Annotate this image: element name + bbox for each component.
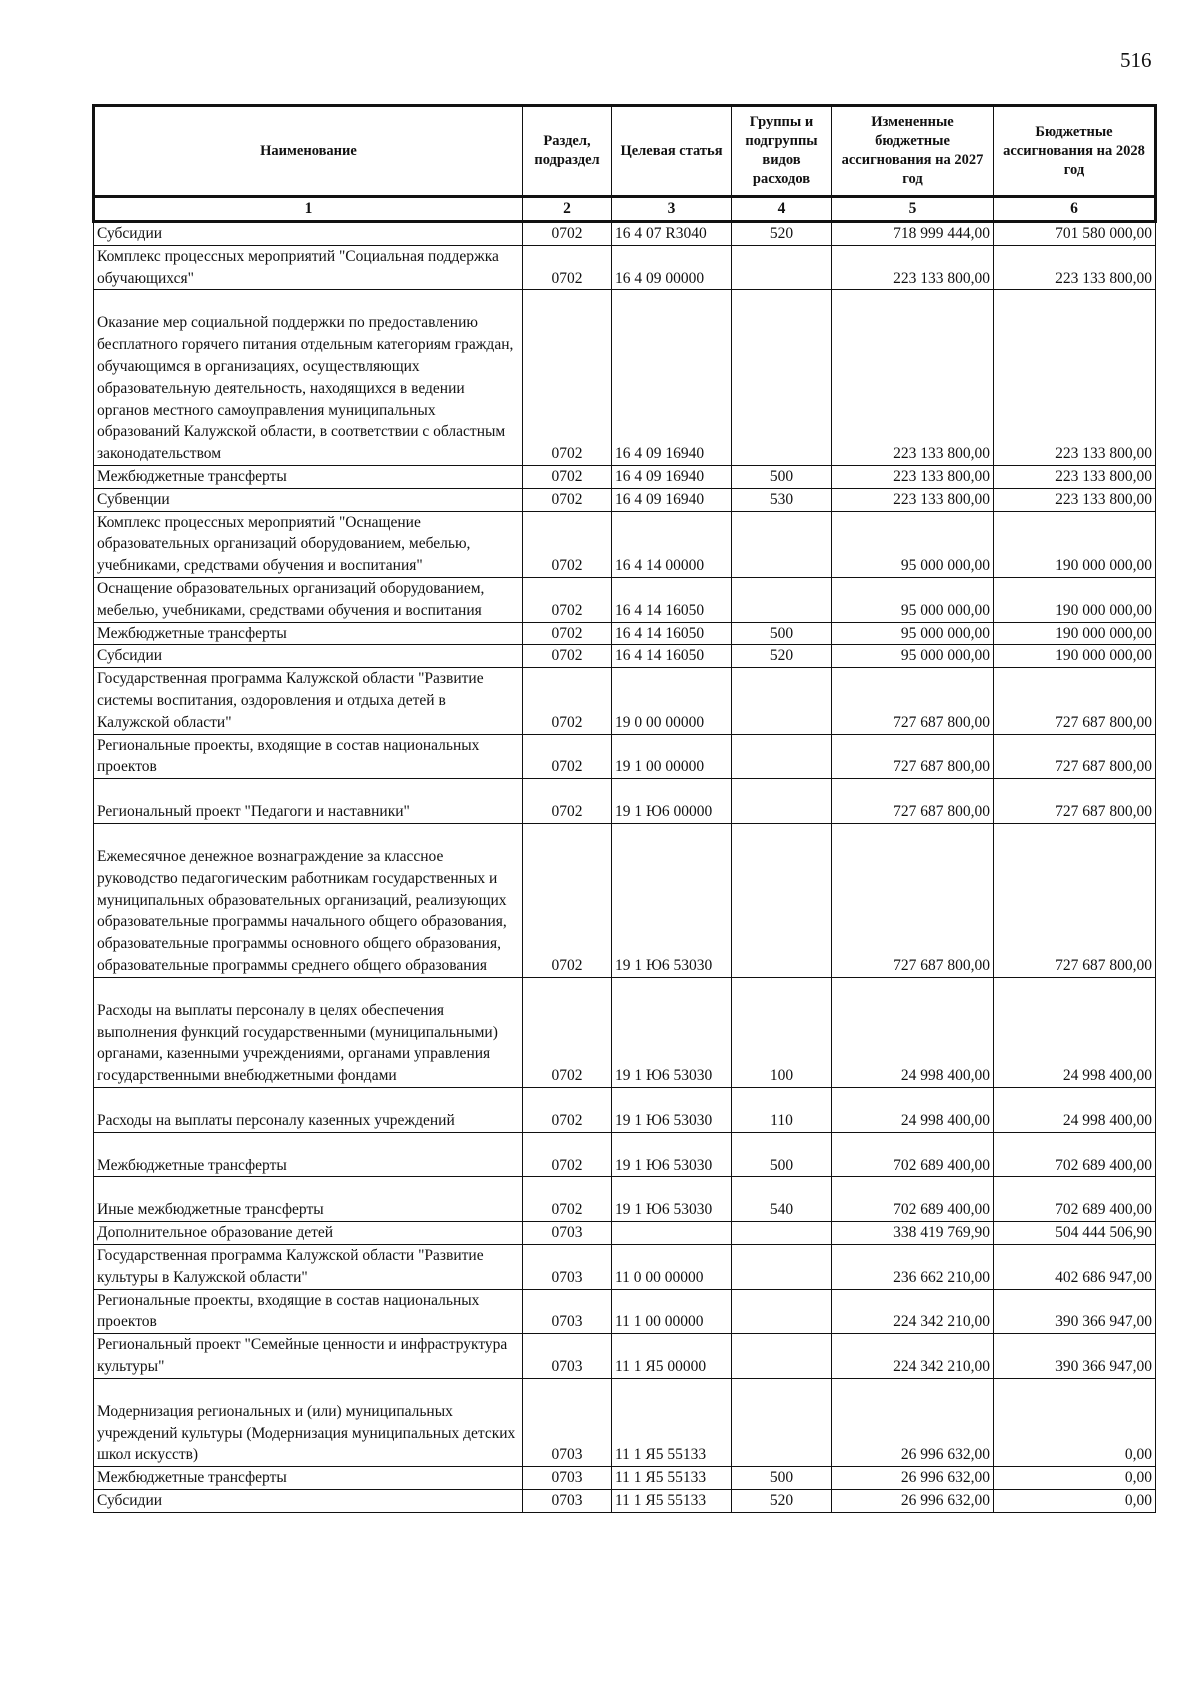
row-name: Межбюджетные трансферты: [94, 1132, 523, 1177]
header-amount-2028: Бюджетные ассигнования на 2028 год: [994, 106, 1156, 197]
row-section: 0703: [523, 1245, 612, 1290]
row-amount-2027: 727 687 800,00: [832, 734, 994, 779]
row-amount-2028: 190 000 000,00: [994, 645, 1156, 668]
row-amount-2027: 702 689 400,00: [832, 1177, 994, 1222]
header-article: Целевая статья: [612, 106, 732, 197]
table-row: [94, 511, 1156, 577]
row-article: 19 1 Ю6 53030: [612, 1087, 732, 1132]
row-group: 530: [732, 488, 832, 511]
row-section: 0703: [523, 1334, 612, 1379]
row-amount-2027: 718 999 444,00: [832, 222, 994, 246]
row-amount-2028: 701 580 000,00: [994, 222, 1156, 246]
row-amount-2027: 727 687 800,00: [832, 779, 994, 824]
header-section: Раздел, подраздел: [523, 106, 612, 197]
table-row: [94, 668, 1156, 734]
row-amount-2027: 24 998 400,00: [832, 977, 994, 1087]
header-group: Группы и подгруппы видов расходов: [732, 106, 832, 197]
row-article: 16 4 14 16050: [612, 622, 732, 645]
row-section: 0703: [523, 1490, 612, 1513]
row-amount-2027: 26 996 632,00: [832, 1378, 994, 1466]
row-name: Ежемесячное денежное вознаграждение за классное руководство педагогическим работникам государственных и муниципальных образовательных организаций, реализующих образовательные программы начального общего образования, образовательные программы основного общего образования, образовательные программы среднего общего образования: [94, 823, 523, 977]
row-article: 16 4 09 00000: [612, 245, 732, 290]
row-name: Расходы на выплаты персоналу казенных учреждений: [94, 1087, 523, 1132]
row-amount-2028: 390 366 947,00: [994, 1334, 1156, 1379]
row-section: 0703: [523, 1467, 612, 1490]
row-amount-2028: 223 133 800,00: [994, 488, 1156, 511]
row-name: Комплекс процессных мероприятий "Оснащение образовательных организаций оборудованием, мебелью, учебниками, средствами обучения и воспитания": [94, 511, 523, 577]
row-group: 540: [732, 1177, 832, 1222]
row-name: Межбюджетные трансферты: [94, 1467, 523, 1490]
row-group: [732, 823, 832, 977]
table-row: [94, 1245, 1156, 1290]
row-article: 16 4 07 R3040: [612, 222, 732, 246]
row-article: 16 4 09 16940: [612, 290, 732, 466]
row-name: Государственная программа Калужской области "Развитие системы воспитания, оздоровления и отдыха детей в Калужской области": [94, 668, 523, 734]
row-amount-2028: 190 000 000,00: [994, 622, 1156, 645]
row-amount-2027: 95 000 000,00: [832, 577, 994, 622]
row-group: [732, 1334, 832, 1379]
table-row: [94, 1222, 1156, 1245]
table-row: [94, 245, 1156, 290]
column-number: 4: [732, 197, 832, 222]
row-group: 500: [732, 622, 832, 645]
row-amount-2027: 95 000 000,00: [832, 645, 994, 668]
table-row: [94, 290, 1156, 466]
row-section: 0702: [523, 511, 612, 577]
row-article: 19 1 Ю6 53030: [612, 977, 732, 1087]
row-amount-2028: 24 998 400,00: [994, 977, 1156, 1087]
row-amount-2027: 224 342 210,00: [832, 1289, 994, 1334]
row-article: 19 1 00 00000: [612, 734, 732, 779]
row-amount-2028: 702 689 400,00: [994, 1177, 1156, 1222]
table-row: [94, 1378, 1156, 1466]
table-row: [94, 1334, 1156, 1379]
row-section: 0703: [523, 1289, 612, 1334]
row-group: [732, 290, 832, 466]
row-name: Региональные проекты, входящие в состав национальных проектов: [94, 1289, 523, 1334]
row-article: 16 4 09 16940: [612, 488, 732, 511]
row-group: 100: [732, 977, 832, 1087]
row-article: 19 1 Ю6 53030: [612, 1177, 732, 1222]
row-article: 11 1 Я5 00000: [612, 1334, 732, 1379]
row-amount-2028: 727 687 800,00: [994, 823, 1156, 977]
table-row: [94, 1289, 1156, 1334]
row-name: Государственная программа Калужской области "Развитие культуры в Калужской области": [94, 1245, 523, 1290]
row-article: 19 1 Ю6 00000: [612, 779, 732, 824]
row-section: 0702: [523, 622, 612, 645]
row-section: 0703: [523, 1378, 612, 1466]
row-amount-2028: 504 444 506,90: [994, 1222, 1156, 1245]
table-row: [94, 488, 1156, 511]
row-amount-2028: 702 689 400,00: [994, 1132, 1156, 1177]
row-article: [612, 1222, 732, 1245]
row-amount-2027: 702 689 400,00: [832, 1132, 994, 1177]
row-section: 0702: [523, 1087, 612, 1132]
row-amount-2028: 24 998 400,00: [994, 1087, 1156, 1132]
row-name: Межбюджетные трансферты: [94, 465, 523, 488]
row-amount-2027: 26 996 632,00: [832, 1490, 994, 1513]
table-row: [94, 779, 1156, 824]
row-article: 16 4 14 16050: [612, 645, 732, 668]
row-section: 0702: [523, 290, 612, 466]
row-article: 16 4 14 16050: [612, 577, 732, 622]
table-header: [94, 106, 1156, 222]
column-number: 2: [523, 197, 612, 222]
row-name: Межбюджетные трансферты: [94, 622, 523, 645]
row-group: [732, 245, 832, 290]
row-amount-2028: 190 000 000,00: [994, 577, 1156, 622]
table-row: [94, 1132, 1156, 1177]
row-article: 16 4 14 00000: [612, 511, 732, 577]
table-row: [94, 1087, 1156, 1132]
row-name: Дополнительное образование детей: [94, 1222, 523, 1245]
row-name: Субвенции: [94, 488, 523, 511]
row-amount-2028: 0,00: [994, 1378, 1156, 1466]
row-section: 0702: [523, 465, 612, 488]
row-group: 520: [732, 1490, 832, 1513]
row-amount-2027: 727 687 800,00: [832, 823, 994, 977]
row-section: 0702: [523, 1177, 612, 1222]
row-amount-2027: 338 419 769,90: [832, 1222, 994, 1245]
row-amount-2028: 0,00: [994, 1467, 1156, 1490]
row-section: 0702: [523, 245, 612, 290]
table-row: [94, 577, 1156, 622]
row-group: [732, 577, 832, 622]
row-article: 11 1 Я5 55133: [612, 1467, 732, 1490]
row-name: Региональный проект "Семейные ценности и инфраструктура культуры": [94, 1334, 523, 1379]
row-article: 11 1 00 00000: [612, 1289, 732, 1334]
row-name: Оказание мер социальной поддержки по предоставлению бесплатного горячего питания отдельным категориям граждан, обучающимся в организациях, осуществляющих образовательную деятельность, находящихся в ведении органов местного самоуправления муниципальных образований Калужской области, в соответствии с областным законодательством: [94, 290, 523, 466]
table-row: [94, 977, 1156, 1087]
row-section: 0702: [523, 823, 612, 977]
row-section: 0702: [523, 1132, 612, 1177]
row-section: 0702: [523, 779, 612, 824]
row-amount-2027: 95 000 000,00: [832, 622, 994, 645]
row-amount-2027: 223 133 800,00: [832, 245, 994, 290]
row-amount-2027: 236 662 210,00: [832, 1245, 994, 1290]
row-group: [732, 1289, 832, 1334]
row-amount-2027: 24 998 400,00: [832, 1087, 994, 1132]
header-name: Наименование: [94, 106, 523, 197]
row-amount-2028: 727 687 800,00: [994, 668, 1156, 734]
row-amount-2028: 390 366 947,00: [994, 1289, 1156, 1334]
row-name: Субсидии: [94, 645, 523, 668]
row-group: [732, 668, 832, 734]
row-amount-2027: 224 342 210,00: [832, 1334, 994, 1379]
row-group: [732, 1378, 832, 1466]
row-group: 520: [732, 222, 832, 246]
row-article: 11 0 00 00000: [612, 1245, 732, 1290]
row-name: Субсидии: [94, 222, 523, 246]
row-group: 500: [732, 1132, 832, 1177]
row-group: [732, 734, 832, 779]
table-row: [94, 645, 1156, 668]
row-section: 0702: [523, 645, 612, 668]
row-section: 0702: [523, 977, 612, 1087]
row-amount-2027: 223 133 800,00: [832, 290, 994, 466]
table-row: [94, 465, 1156, 488]
row-amount-2027: 223 133 800,00: [832, 488, 994, 511]
row-section: 0702: [523, 668, 612, 734]
row-article: 11 1 Я5 55133: [612, 1490, 732, 1513]
row-amount-2028: 402 686 947,00: [994, 1245, 1156, 1290]
row-amount-2028: 727 687 800,00: [994, 779, 1156, 824]
column-number: 3: [612, 197, 732, 222]
row-group: 500: [732, 465, 832, 488]
row-amount-2027: 95 000 000,00: [832, 511, 994, 577]
row-amount-2028: 190 000 000,00: [994, 511, 1156, 577]
table-row: [94, 622, 1156, 645]
row-group: 500: [732, 1467, 832, 1490]
table-row: [94, 1177, 1156, 1222]
row-name: Модернизация региональных и (или) муниципальных учреждений культуры (Модернизация муниципальных детских школ искусств): [94, 1378, 523, 1466]
row-name: Региональные проекты, входящие в состав национальных проектов: [94, 734, 523, 779]
row-amount-2027: 26 996 632,00: [832, 1467, 994, 1490]
table-row: [94, 823, 1156, 977]
row-section: 0702: [523, 222, 612, 246]
table-body: [94, 222, 1156, 1513]
row-amount-2028: 223 133 800,00: [994, 245, 1156, 290]
row-amount-2028: 223 133 800,00: [994, 290, 1156, 466]
row-group: [732, 1222, 832, 1245]
row-amount-2027: 223 133 800,00: [832, 465, 994, 488]
row-name: Комплекс процессных мероприятий "Социальная поддержка обучающихся": [94, 245, 523, 290]
row-name: Региональный проект "Педагоги и наставники": [94, 779, 523, 824]
row-name: Иные межбюджетные трансферты: [94, 1177, 523, 1222]
column-number: 1: [94, 197, 523, 222]
row-group: 520: [732, 645, 832, 668]
row-group: 110: [732, 1087, 832, 1132]
table-row: [94, 1467, 1156, 1490]
row-article: 11 1 Я5 55133: [612, 1378, 732, 1466]
page-number: 516: [1120, 48, 1152, 72]
row-section: 0703: [523, 1222, 612, 1245]
row-group: [732, 1245, 832, 1290]
row-group: [732, 779, 832, 824]
row-article: 19 0 00 00000: [612, 668, 732, 734]
row-article: 16 4 09 16940: [612, 465, 732, 488]
row-name: Субсидии: [94, 1490, 523, 1513]
row-article: 19 1 Ю6 53030: [612, 1132, 732, 1177]
row-group: [732, 511, 832, 577]
row-name: Расходы на выплаты персоналу в целях обеспечения выполнения функций государственными (муниципальными) органами, казенными учреждениями, органами управления государственными внебюджетными фондами: [94, 977, 523, 1087]
row-amount-2028: 0,00: [994, 1490, 1156, 1513]
row-section: 0702: [523, 734, 612, 779]
column-number: 5: [832, 197, 994, 222]
budget-table: [92, 104, 1157, 1513]
row-name: Оснащение образовательных организаций оборудованием, мебелью, учебниками, средствами обучения и воспитания: [94, 577, 523, 622]
column-number: 6: [994, 197, 1156, 222]
row-section: 0702: [523, 577, 612, 622]
table-row: [94, 1490, 1156, 1513]
row-amount-2028: 727 687 800,00: [994, 734, 1156, 779]
row-section: 0702: [523, 488, 612, 511]
row-amount-2028: 223 133 800,00: [994, 465, 1156, 488]
table-row: [94, 222, 1156, 246]
row-article: 19 1 Ю6 53030: [612, 823, 732, 977]
header-amount-2027: Измененные бюджетные ассигнования на 2027 год: [832, 106, 994, 197]
row-amount-2027: 727 687 800,00: [832, 668, 994, 734]
table-row: [94, 734, 1156, 779]
